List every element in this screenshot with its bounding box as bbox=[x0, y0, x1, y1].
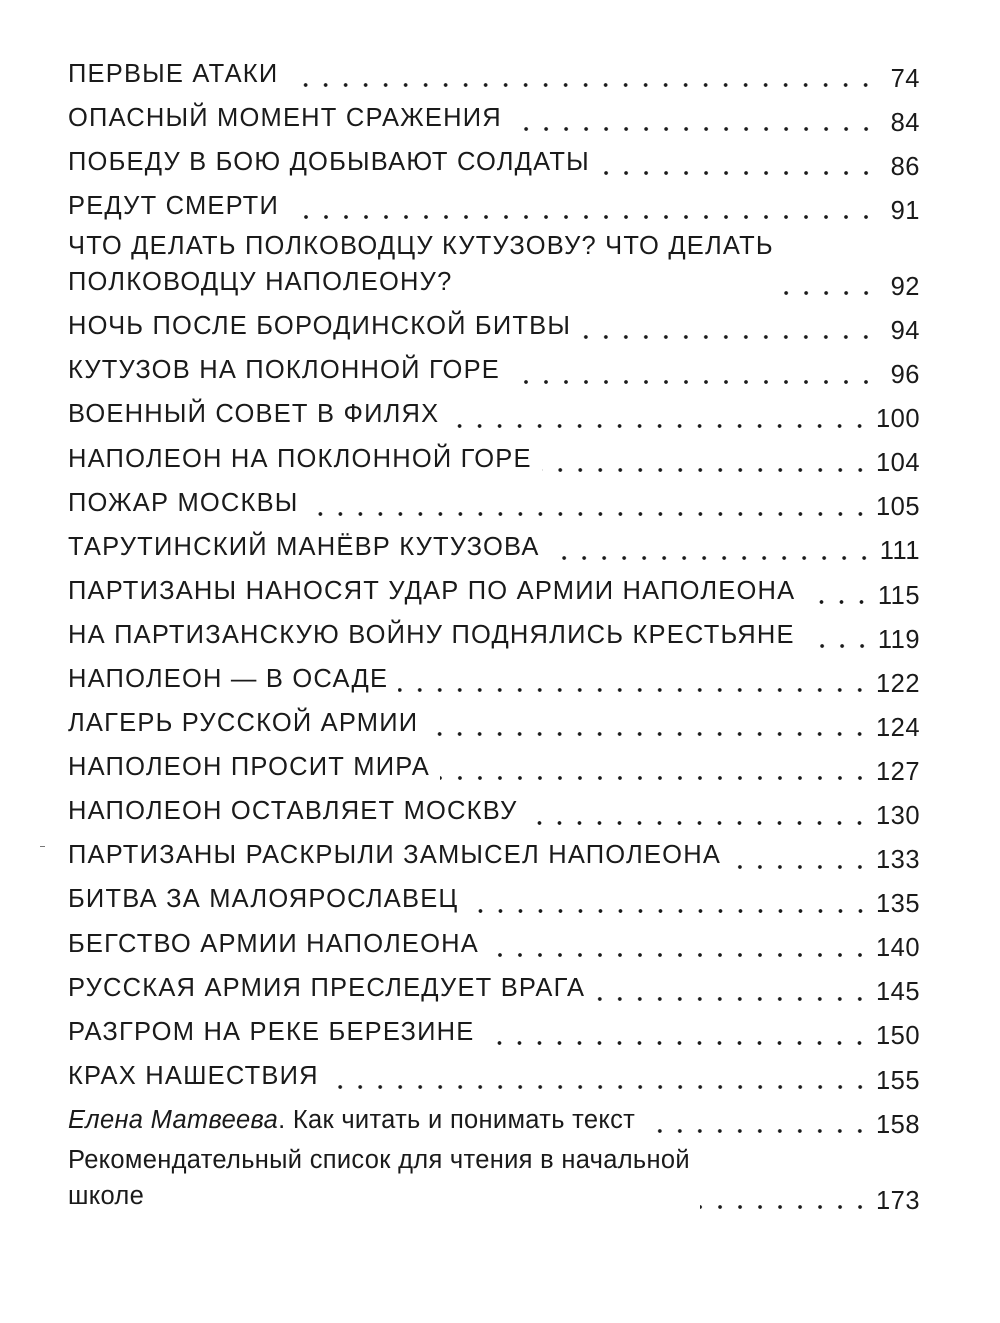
dot-leader bbox=[645, 1129, 870, 1133]
toc-entry[interactable] bbox=[68, 477, 920, 521]
toc-entry[interactable] bbox=[68, 741, 920, 785]
toc-entry[interactable] bbox=[68, 609, 920, 653]
toc-entry[interactable] bbox=[68, 389, 920, 433]
dot-leader bbox=[595, 997, 870, 1001]
dot-leader bbox=[484, 1041, 869, 1045]
toc-entry-title: ВОЕННЫЙ СОВЕТ В ФИЛЯХ bbox=[68, 400, 440, 429]
toc-entry-title: БИТВА ЗА МАЛОЯРОСЛАВЕЦ bbox=[68, 885, 459, 914]
toc-entry-page: 94 bbox=[890, 316, 920, 345]
essay-title: . Как читать и понимать текст bbox=[278, 1105, 636, 1134]
dot-leader bbox=[309, 512, 870, 516]
toc-entry-page: 96 bbox=[890, 361, 920, 390]
dot-leader bbox=[512, 127, 876, 131]
toc-entry-title: ПАРТИЗАНЫ РАСКРЫЛИ ЗАМЫСЕЛ НАПОЛЕОНА bbox=[68, 841, 722, 870]
toc-entry[interactable] bbox=[68, 918, 920, 962]
toc-entry-title: ПАРТИЗАНЫ НАНОСЯТ УДАР ПО АРМИИ НАПОЛЕОНА bbox=[68, 576, 796, 605]
toc-entry-page: 173 bbox=[875, 1186, 920, 1215]
toc-entry-title: ЧТО ДЕЛАТЬ ПОЛКОВОДЦУ КУТУЗОВУ? ЧТО ДЕЛАТЬ ПОЛКОВОДЦУ НАПОЛЕОНУ? bbox=[68, 231, 774, 297]
dot-leader bbox=[805, 600, 871, 604]
dot-leader bbox=[469, 909, 870, 913]
toc-entry-page: 158 bbox=[875, 1110, 920, 1139]
toc-entry[interactable] bbox=[68, 785, 920, 829]
toc-entry[interactable] bbox=[68, 224, 920, 300]
dot-leader bbox=[510, 380, 876, 384]
toc-entry-page: 91 bbox=[890, 196, 920, 225]
toc-entry-title: БЕГСТВО АРМИИ НАПОЛЕОНА bbox=[68, 929, 479, 958]
toc-entry-page: 105 bbox=[875, 493, 920, 522]
toc-entry-page: 86 bbox=[890, 152, 920, 181]
toc-entry-page: 150 bbox=[875, 1022, 920, 1051]
toc-entry-title: ПОЖАР МОСКВЫ bbox=[68, 488, 299, 517]
dot-leader bbox=[288, 83, 876, 87]
toc-entry[interactable] bbox=[68, 962, 920, 1006]
toc-entry-page: 92 bbox=[890, 272, 920, 301]
toc-entry-title: ПЕРВЫЕ АТАКИ bbox=[68, 59, 279, 88]
toc-entry-title: НОЧЬ ПОСЛЕ БОРОДИНСКОЙ БИТВЫ bbox=[68, 312, 572, 341]
toc-entry[interactable] bbox=[68, 521, 920, 565]
toc-entry-title: НА ПАРТИЗАНСКУЮ ВОЙНУ ПОДНЯЛИСЬ КРЕСТЬЯНЕ bbox=[68, 620, 795, 649]
toc-entry-reading-list[interactable] bbox=[68, 1138, 920, 1214]
toc-entry-title: РУССКАЯ АРМИЯ ПРЕСЛЕДУЕТ ВРАГА bbox=[68, 973, 586, 1002]
dot-leader bbox=[731, 865, 870, 869]
dot-leader bbox=[398, 688, 870, 692]
toc-entry-essay[interactable] bbox=[68, 1094, 920, 1138]
toc-entry[interactable] bbox=[68, 48, 920, 92]
toc-entry[interactable] bbox=[68, 300, 920, 344]
dot-leader bbox=[784, 291, 876, 295]
toc-entry-page: 111 bbox=[879, 537, 920, 566]
toc-entry[interactable] bbox=[68, 874, 920, 918]
toc-entry[interactable] bbox=[68, 136, 920, 180]
dot-leader bbox=[489, 953, 870, 957]
toc-entry-title: Рекомендательный список для чтения в начальной школе bbox=[68, 1145, 690, 1210]
toc-entry-title: НАПОЛЕОН НА ПОКЛОННОЙ ГОРЕ bbox=[68, 444, 532, 473]
toc-entry-page: 119 bbox=[877, 625, 920, 654]
dot-leader bbox=[700, 1205, 870, 1209]
toc-entry-page: 124 bbox=[875, 713, 920, 742]
toc-entry-title: НАПОЛЕОН ОСТАВЛЯЕТ МОСКВУ bbox=[68, 797, 518, 826]
toc-entry[interactable] bbox=[68, 565, 920, 609]
toc-entry-title: НАПОЛЕОН — В ОСАДЕ bbox=[68, 665, 389, 694]
toc-entry-title: РЕДУТ СМЕРТИ bbox=[68, 192, 279, 221]
toc-entry-page: 74 bbox=[890, 64, 920, 93]
dot-leader bbox=[428, 732, 870, 736]
dot-leader bbox=[329, 1085, 870, 1089]
toc-entry-page: 140 bbox=[875, 934, 920, 963]
toc-entry[interactable] bbox=[68, 344, 920, 388]
toc-entry-title: ОПАСНЫЙ МОМЕНТ СРАЖЕНИЯ bbox=[68, 103, 502, 132]
toc-entry-page: 100 bbox=[875, 405, 920, 434]
toc-entry[interactable] bbox=[68, 653, 920, 697]
toc-entry-title: РАЗГРОМ НА РЕКЕ БЕРЕЗИНЕ bbox=[68, 1017, 475, 1046]
dot-leader bbox=[440, 776, 870, 780]
toc-entry-title: ЛАГЕРЬ РУССКОЙ АРМИИ bbox=[68, 709, 419, 738]
toc-entry[interactable] bbox=[68, 92, 920, 136]
dot-leader bbox=[805, 644, 872, 648]
toc-entry-page: 122 bbox=[875, 669, 920, 698]
dot-leader bbox=[289, 215, 876, 219]
dot-leader bbox=[550, 556, 874, 560]
essay-author: Елена Матвеева bbox=[68, 1105, 279, 1134]
dot-leader bbox=[581, 335, 876, 339]
toc-entry-page: 84 bbox=[890, 108, 920, 137]
dot-leader bbox=[542, 468, 870, 472]
toc-entry[interactable] bbox=[68, 1050, 920, 1094]
toc-entry-page: 133 bbox=[875, 846, 920, 875]
dot-leader bbox=[527, 821, 869, 825]
toc-entry-page: 155 bbox=[875, 1066, 920, 1095]
toc-entry[interactable] bbox=[68, 697, 920, 741]
toc-entry[interactable] bbox=[68, 180, 920, 224]
toc-entry-page: 104 bbox=[875, 449, 920, 478]
toc-entry-page: 115 bbox=[877, 581, 920, 610]
toc-entry-title: ПОБЕДУ В БОЮ ДОБЫВАЮТ СОЛДАТЫ bbox=[68, 148, 590, 177]
dot-leader bbox=[449, 424, 870, 428]
toc-entry-page: 127 bbox=[875, 757, 920, 786]
table-of-contents bbox=[68, 48, 920, 1214]
toc-entry-title: КРАХ НАШЕСТВИЯ bbox=[68, 1061, 319, 1090]
toc-entry-page: 145 bbox=[875, 978, 920, 1007]
toc-entry[interactable] bbox=[68, 830, 920, 874]
toc-entry-title: НАПОЛЕОН ПРОСИТ МИРА bbox=[68, 753, 430, 782]
toc-entry-title: ТАРУТИНСКИЙ МАНЁВР КУТУЗОВА bbox=[68, 532, 540, 561]
toc-entry-title: КУТУЗОВ НА ПОКЛОННОЙ ГОРЕ bbox=[68, 356, 500, 385]
toc-entry[interactable] bbox=[68, 433, 920, 477]
toc-entry-title bbox=[68, 1102, 635, 1138]
scan-speck bbox=[40, 846, 45, 847]
toc-entry[interactable] bbox=[68, 1006, 920, 1050]
toc-entry-page: 135 bbox=[875, 890, 920, 919]
dot-leader bbox=[600, 171, 876, 175]
toc-entry-page: 130 bbox=[875, 802, 920, 830]
